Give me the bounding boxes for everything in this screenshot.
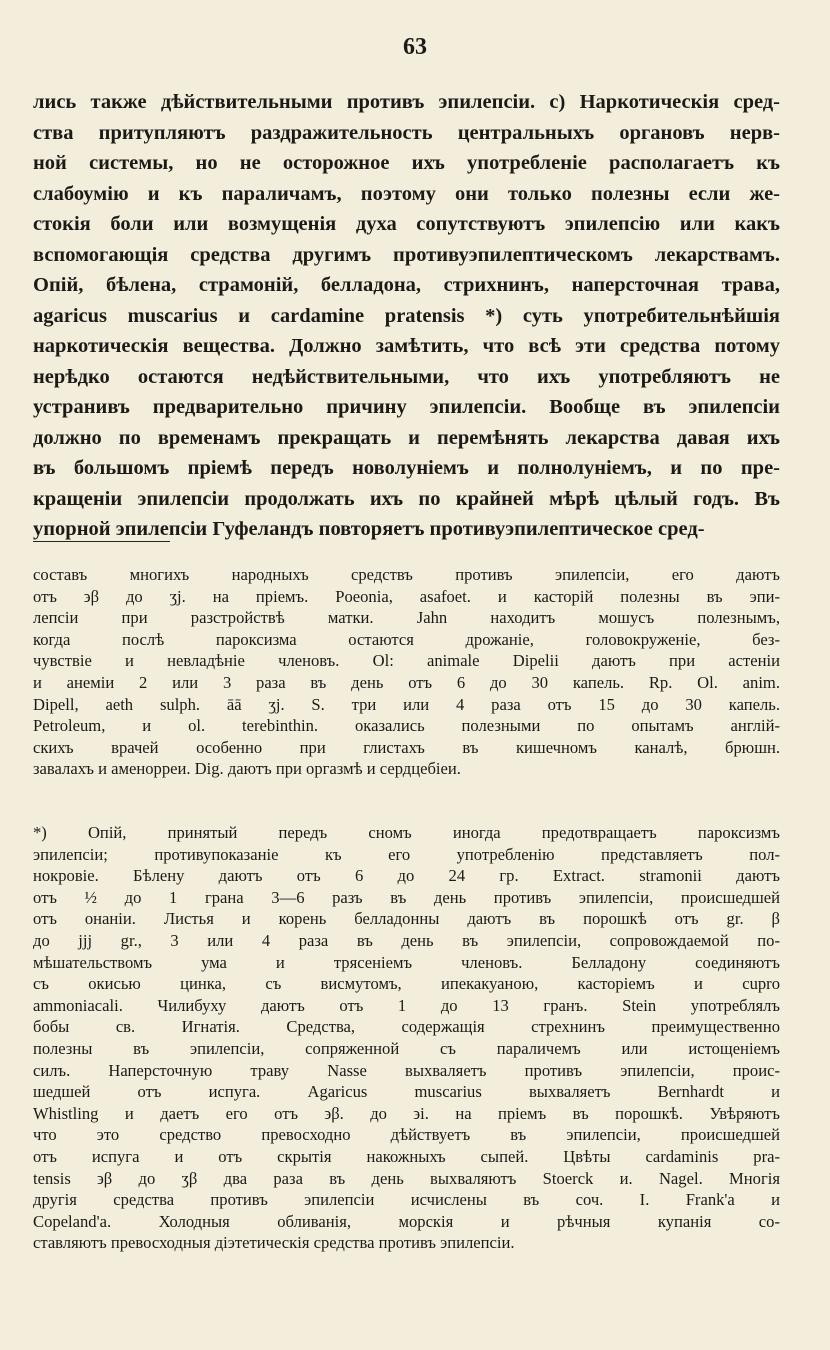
text-line: слабоумію и къ параличамъ, поэтому они только полезны если же- <box>33 182 780 205</box>
text-line: завалахъ и аменорреи. Dig. даютъ при оргазмѣ и сердцебіеи. <box>33 759 461 779</box>
text-line: силъ. Наперсточную траву Nasse выхваляетъ противъ эпилепсіи, проис- <box>33 1060 780 1080</box>
text-line: Petroleum, и ol. terebinthin. оказались полезными по опытамъ англій- <box>33 716 780 736</box>
text-line: Dipell, aeth sulph. āā ʒj. S. три или 4 раза отъ 15 до 30 капель. <box>33 694 780 714</box>
text-line: устранивъ предварительно причину эпилепсіи. Вообще въ эпилепсіи <box>33 396 780 418</box>
text-line: другія средства противъ эпилепсіи исчислены въ соч. I. Frank'a и <box>33 1190 780 1210</box>
text-line: скихъ врачей особенно при глистахъ въ кишечномъ каналѣ, брюшн. <box>33 737 780 757</box>
text-line: Whistling и даетъ его отъ ϶β. до ϶i. на пріемъ въ порошкѣ. Увѣряютъ <box>33 1103 780 1123</box>
text-line: ammoniacali. Чилибуху даютъ отъ 1 до 13 гранъ. Stein употреблялъ <box>33 995 780 1015</box>
text-line: лепсіи при разстройствѣ матки. Jahn находитъ мошусъ полезнымъ, <box>33 608 780 628</box>
text-line: отъ онаніи. Листья и корень белладонны даютъ въ порошкѣ отъ gr. β <box>33 909 780 929</box>
text-line: и анеміи 2 или 3 раза въ день отъ 6 до 30 капель. Rp. Ol. anim. <box>33 672 780 692</box>
footnote-opium <box>33 822 780 1254</box>
text-line: ставляютъ превосходныя діэтетическія средства противъ эпилепсіи. <box>33 1233 515 1253</box>
text-line: въ большомъ пріемѣ передъ новолуніемъ и полнолуніемъ, и по пре- <box>33 457 780 479</box>
text-line: кращеніи эпилепсіи продолжать ихъ по крайней мѣрѣ цѣлый годъ. Въ <box>33 487 780 510</box>
text-line: наркотическія вещества. Должно замѣтить, что всѣ эти средства потому <box>33 335 780 357</box>
text-line: отъ ϶β до ʒj. на пріемъ. Poeonia, asafoet. и касторій полезны въ эпи- <box>33 586 780 606</box>
text-line: чувствіе и невладѣніе членовъ. Ol: animale Dipelii даютъ при астеніи <box>33 651 780 671</box>
text-line: съ окисью цинка, съ висмутомъ, ипекакуаною, касторіемъ и cupro <box>33 974 780 994</box>
text-line: до jjj gr., 3 или 4 раза въ день въ эпилепсіи, сопровождаемой по- <box>33 930 780 950</box>
text-line: эпилепсіи; противупоказаніе къ его употребленію представляетъ пол- <box>33 844 780 864</box>
text-line: упорной эпилепсіи Гуфеландъ повторяетъ противуэпилептическое сред- <box>33 518 705 540</box>
main-text <box>33 87 780 545</box>
text-line: вспомогающія средства другимъ противуэпилептическомъ лекарствамъ. <box>33 243 780 266</box>
text-line: лись также дѣйствительными противъ эпилепсіи. c) Наркотическія сред- <box>33 91 780 113</box>
text-line: ства притупляютъ раздражительность центральныхъ органовъ нерв- <box>33 121 780 144</box>
text-line: полезны въ эпилепсіи, сопряженной съ параличемъ или истощеніемъ <box>33 1038 780 1058</box>
text-line: Опій, бѣлена, страмоній, белладона, стрихнинъ, наперсточная трава, <box>33 274 780 296</box>
text-line: Copeland'a. Холодныя обливанія, морскія и рѣчныя купанія со- <box>33 1211 780 1231</box>
text-line: стокія боли или возмущенія духа сопутствуютъ эпилепсію или какъ <box>33 213 780 235</box>
text-line: tensis ϶β до ʒβ два раза въ день выхваляютъ Stoerck и. Nagel. Многія <box>33 1168 780 1188</box>
text-line: мѣшательствомъ ума и трясеніемъ членовъ. Белладону соединяютъ <box>33 952 780 972</box>
text-line: составъ многихъ народныхъ средствъ противъ эпилепсіи, его даютъ <box>33 565 780 584</box>
footnote-divider <box>33 541 170 542</box>
page-number: 63 <box>403 34 427 60</box>
text-line: должно по временамъ прекращать и перемѣнять лекарства давая ихъ <box>33 426 780 449</box>
text-line: когда послѣ пароксизма остаются дрожаніе, головокруженіе, без- <box>33 629 780 649</box>
footnote-continuation <box>33 564 780 780</box>
text-line: бобы св. Игнатія. Средства, содержащія стрехнинъ преимущественно <box>33 1017 780 1037</box>
text-line: agaricus muscarius и cardamine pratensis *) суть употребительнѣйшія <box>33 304 780 327</box>
text-line: отъ ½ до 1 грана 3—6 разъ въ день противъ эпилепсіи, происшедшей <box>33 887 780 907</box>
text-line: что это средство превосходно дѣйствуетъ въ эпилепсіи, происшедшей <box>33 1125 780 1145</box>
text-line: *) Опій, принятый передъ сномъ иногда предотвращаетъ пароксизмъ <box>33 823 780 842</box>
text-line: нерѣдко остаются недѣйствительными, что ихъ употребляютъ не <box>33 365 780 388</box>
text-line: шедшей отъ испуга. Agaricus muscarius выхваляетъ Bernhardt и <box>33 1082 780 1102</box>
text-line: ной системы, но не осторожное ихъ употребленіе располагаетъ къ <box>33 152 780 174</box>
text-line: нокровіе. Бѣлену даютъ отъ 6 до 24 гр. Extract. stramonii даютъ <box>33 866 780 886</box>
text-line: отъ испуга и отъ скрытія накожныхъ сыпей. Цвѣты cardaminis pra- <box>33 1146 780 1166</box>
